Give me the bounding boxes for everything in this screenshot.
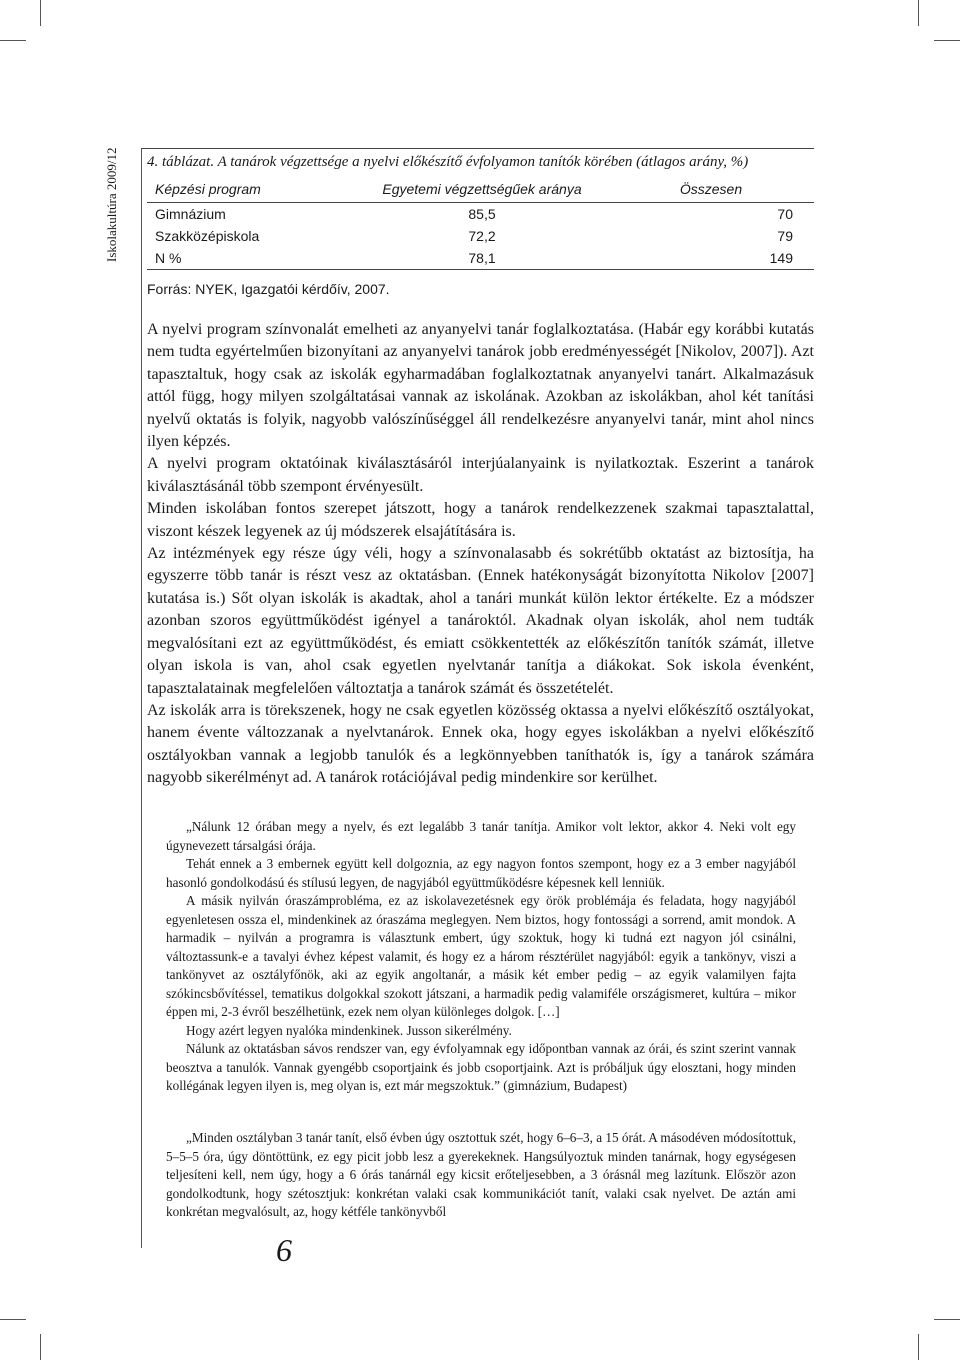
table-cell: 78,1: [468, 250, 496, 266]
crop-mark: [918, 1334, 919, 1360]
paragraph: A nyelvi program színvonalát emelheti az anyanyelvi tanár foglalkoztatása. (Habár egy korábbi kutatás nem tudta egyértelműen bizonyítani az anyanyelvi tanárok jobb eredményességét [Nikolov, 2007]). Azt tapasztaltuk, hogy csak az iskolák egyharmadában foglalkoztatnak anyanyelvi tanárt. Alkalmazásuk attól függ, hogy milyen szolgáltatásai vannak az iskolának. Azokban az iskolákban, ahol két tanítási nyelvű oktatás is folyik, nagyobb valószínűséggel áll rendelkezésre anyanyelvi tanár, mint ahol nincs ilyen képzés.: [147, 321, 814, 451]
quote-paragraph: „Minden osztályban 3 tanár tanít, első évben úgy osztottuk szét, hogy 6–6–3, a 15 órát. A másodéven módosítottuk, 5–5–5 óra, úgy döntöttünk, ez egy picit jobb lesz a gyerekeknek. Hangsúlyoztuk minden tanárnak, hogy egységesen teljesíteni kell, nem úgy, hogy a 6 órás tanárnál egy kicsit erőteljesebben, a 3 órásnál meg lazítunk. Először azon gondolkodtunk, hogy szétosztjuk: konkrétan valaki csak kommunikációt tanít, valaki csak nyelvet. De aztán ami konkrétan megvalósult, az, hogy kétféle tankönyvből: [166, 1130, 796, 1219]
crop-mark: [918, 0, 919, 26]
paragraph: Minden iskolában fontos szerepet játszott, hogy a tanárok rendelkezzenek szakmai tapasztalattal, viszont készek legyenek az új módszerek elsajátítására is.: [147, 500, 814, 540]
crop-mark: [0, 1319, 26, 1320]
table-cell: Gimnázium: [155, 206, 226, 222]
quote-paragraph: Hogy azért legyen nyalóka mindenkinek. Jusson sikerélmény.: [186, 1022, 512, 1038]
table-row: [147, 225, 814, 247]
crop-mark: [934, 1319, 960, 1320]
table-cell: 79: [777, 228, 793, 244]
interview-quote-2: [166, 1129, 796, 1222]
interview-quote-1: [166, 818, 796, 1096]
page-number: 6: [276, 1232, 292, 1268]
data-table: [147, 178, 814, 270]
crop-mark: [40, 0, 41, 26]
paragraph: Az iskolák arra is törekszenek, hogy ne csak egyetlen közösség oktassa a nyelvi előkészítő osztályokat, hanem évente változzanak a nyelvtanárok. Ennek oka, hogy egyes iskolákban a nyelvi előkészítő osztályokban vannak a legjobb tanulók és a legkönnyebben taníthatók is, így a tanárok számára nagyobb sikerélményt ad. A tanárok rotációjával pedig mindenkire sor kerülhet.: [147, 701, 814, 787]
table-row: [147, 203, 814, 225]
table-cell: 72,2: [468, 228, 496, 244]
quote-paragraph: „Nálunk 12 órában megy a nyelv, és ezt legalább 3 tanár tanítja. Amikor volt lektor, akkor 4. Neki volt egy úgynevezett társalgási órája.: [166, 819, 796, 853]
top-rule: [142, 148, 814, 149]
running-head: Iskolakultúra 2009/12: [104, 147, 119, 262]
crop-mark: [0, 40, 26, 41]
body-text: [147, 319, 814, 790]
table-cell: 70: [777, 206, 793, 222]
table-source: Forrás: NYEK, Igazgatói kérdőív, 2007.: [147, 281, 390, 297]
quote-paragraph: Nálunk az oktatásban sávos rendszer van, egy évfolyamnak egy időpontban vannak az órái, és szint szerint vannak beosztva a tanulók. Vannak gyengébb csoportjaink és jobb csoportjaink. Azt is próbáljuk úgy elosztani, hogy minden kollégának legyen ilyen is, meg olyan is, ezt már megszoktuk.” (gimnázium, Budapest): [166, 1041, 796, 1093]
quote-paragraph: Tehát ennek a 3 embernek együtt kell dolgoznia, az egy nagyon fontos szempont, hogy ez a 3 ember nagyjából hasonló gondolkodású és stílusú legyen, de nagyjából együttműködésre képesnek kell lenniük.: [166, 856, 796, 890]
quote-paragraph: A másik nyilván óraszámprobléma, ez az iskolavezetésnek egy örök problémája és feladata, hogy nagyjából egyenletesen ossza el, mindenkinek az óraszáma meglegyen. Nem biztos, hogy fontossági a sorrend, amit mondok. A harmadik – nyilván a programra is választunk embert, úgy szoktuk, hogy ki tudná ezt nagyon jól csinálni, változtassunk-e a tavalyi évhez képest valamit, és hogy ez a három résztérület nagyjából: egyik a tankönyv, viszi a tankönyvet az osztályfőnök, aki az egyik angoltanár, a másik két ember pedig – az egyik valamilyen fajta szókincsbővítéssel, tematikus dolgokkal szokott játszani, a harmadik pedig valamiféle országismeret, kultúra – mikor éppen mi, 2-3 évről beszélhetünk, ezek nem olyan különleges dolgok. […]: [166, 893, 796, 1019]
table-row: [147, 247, 814, 270]
table-header-row: [147, 178, 814, 203]
paragraph: Az intézmények egy része úgy véli, hogy a színvonalasabb és sokrétűbb oktatást az biztosítja, ha egyszerre több tanár is részt vesz az oktatásban. (Ennek hatékonyságát bizonyította Nikolov [2007] kutatása is.) Sőt olyan iskolák is akadtak, ahol a tanári munkát külön lektor értékelte. Ez a módszer azonban szoros együttműködést igényel a tanároktól. Akadnak olyan iskolák, ahol nem tudták megvalósítani ezt az együttműködést, és emiatt csökkentették az előkészítőn tanítók számát, illetve olyan iskola is van, ahol csak egyetlen nyelvtanár tanítja a diákokat. Sok iskola évenként, tapasztalatainak megfelelően változtatja a tanárok számát és összetételét.: [147, 545, 814, 697]
header-cell: Képzési program: [155, 181, 261, 197]
sidebar-rule: [113, 148, 142, 1248]
table-caption: 4. táblázat. A tanárok végzettsége a nyelvi előkészítő évfolyamon tanítók körében (átlagos arány, %): [147, 154, 749, 170]
crop-mark: [40, 1334, 41, 1360]
paragraph: A nyelvi program oktatóinak kiválasztásáról interjúalanyaink is nyilatkoztak. Eszerint a tanárok kiválasztásánál több szempont érvényesült.: [147, 455, 814, 495]
header-cell: Összesen: [679, 181, 743, 197]
crop-mark: [934, 40, 960, 41]
header-cell: Egyetemi végzettségűek aránya: [382, 181, 582, 197]
table-cell: 149: [769, 250, 793, 266]
table-cell: 85,5: [468, 206, 496, 222]
table-cell: Szakközépiskola: [155, 228, 260, 244]
table-cell: N %: [155, 250, 182, 266]
